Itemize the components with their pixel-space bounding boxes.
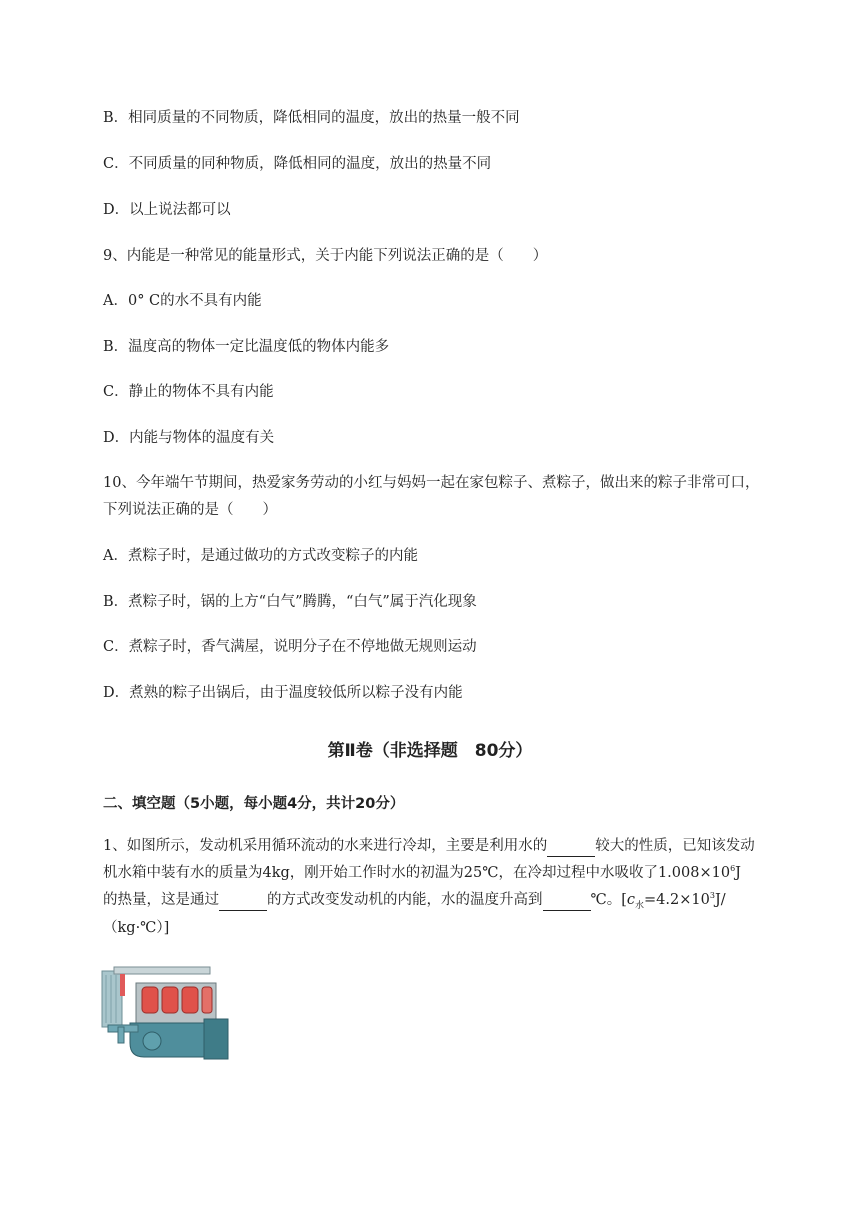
fill-q1-text-3d: =4.2×10 (644, 892, 710, 908)
fill-q1-c-symbol: c (626, 892, 636, 908)
fill-q1-text-1a: 1、如图所示，发动机采用循环流动的水来进行冷却，主要是利用水的 (103, 838, 548, 854)
fill-q1-line2 (103, 863, 741, 883)
q9-option-b: B．温度高的物体一定比温度低的物体内能多 (103, 339, 390, 355)
fill-q1-text-1b: 较大的性质，已知该发动 (595, 838, 755, 854)
q9-stem: 9、内能是一种常见的能量形式，关于内能下列说法正确的是（ ） (103, 248, 548, 264)
fill-q1-c-sub: 水 (635, 900, 645, 911)
q10-stem-line1: 10、今年端午节期间，热爱家务劳动的小红与妈妈一起在家包粽子、煮粽子，做出来的粽子非常可口， (103, 475, 760, 491)
section-title: 第Ⅱ卷（非选择题 80分） (327, 741, 533, 761)
q10-option-c: C．煮粽子时，香气满屋，说明分子在不停地做无规则运动 (103, 639, 477, 655)
fill-q1-line4: （kg·℃）] (103, 920, 170, 936)
q10-option-a: A．煮粽子时，是通过做功的方式改变粽子的内能 (103, 548, 418, 564)
q9-option-c: C．静止的物体不具有内能 (103, 384, 274, 400)
blank-3 (543, 890, 591, 911)
blank-2 (219, 890, 267, 911)
q10-option-d: D．煮熟的粽子出锅后，由于温度较低所以粽子没有内能 (103, 685, 463, 701)
fill-q1-exp-2: 6 (730, 864, 736, 874)
q10-option-b: B．煮粽子时，锅的上方“白气”腾腾，“白气”属于汽化现象 (103, 594, 477, 610)
blank-1 (547, 836, 595, 857)
fill-q1-text-2a: 机水箱中装有水的质量为4kg，刚开始工作时水的初温为25℃，在冷却过程中水吸收了1.008×10 (103, 865, 731, 881)
q9-option-a: A．0° C的水不具有内能 (103, 293, 262, 309)
fill-q1-text-2b: J (735, 865, 741, 881)
engine-cooling-diagram-icon (100, 965, 235, 1065)
fill-q1-exp-3: 3 (709, 891, 715, 901)
subsection-title: 二、填空题（5小题，每小题4分，共计20分） (103, 796, 405, 812)
fill-q1-line1 (103, 836, 755, 857)
q8-option-b: B．相同质量的不同物质，降低相同的温度，放出的热量一般不同 (103, 110, 520, 126)
q9-option-d: D．内能与物体的温度有关 (103, 430, 275, 446)
fill-q1-text-3c: ℃。[ (590, 892, 627, 908)
fill-q1-text-3b: 的方式改变发动机的内能，水的温度升高到 (267, 892, 543, 908)
q8-option-d: D．以上说法都可以 (103, 202, 231, 218)
fill-q1-line3 (103, 890, 726, 911)
q8-option-c: C．不同质量的同种物质，降低相同的温度，放出的热量不同 (103, 156, 492, 172)
fill-q1-text-3a: 的热量，这是通过 (103, 892, 219, 908)
q10-stem-line2: 下列说法正确的是（ ） (103, 502, 277, 518)
fill-q1-text-3e: J/ (714, 892, 726, 908)
